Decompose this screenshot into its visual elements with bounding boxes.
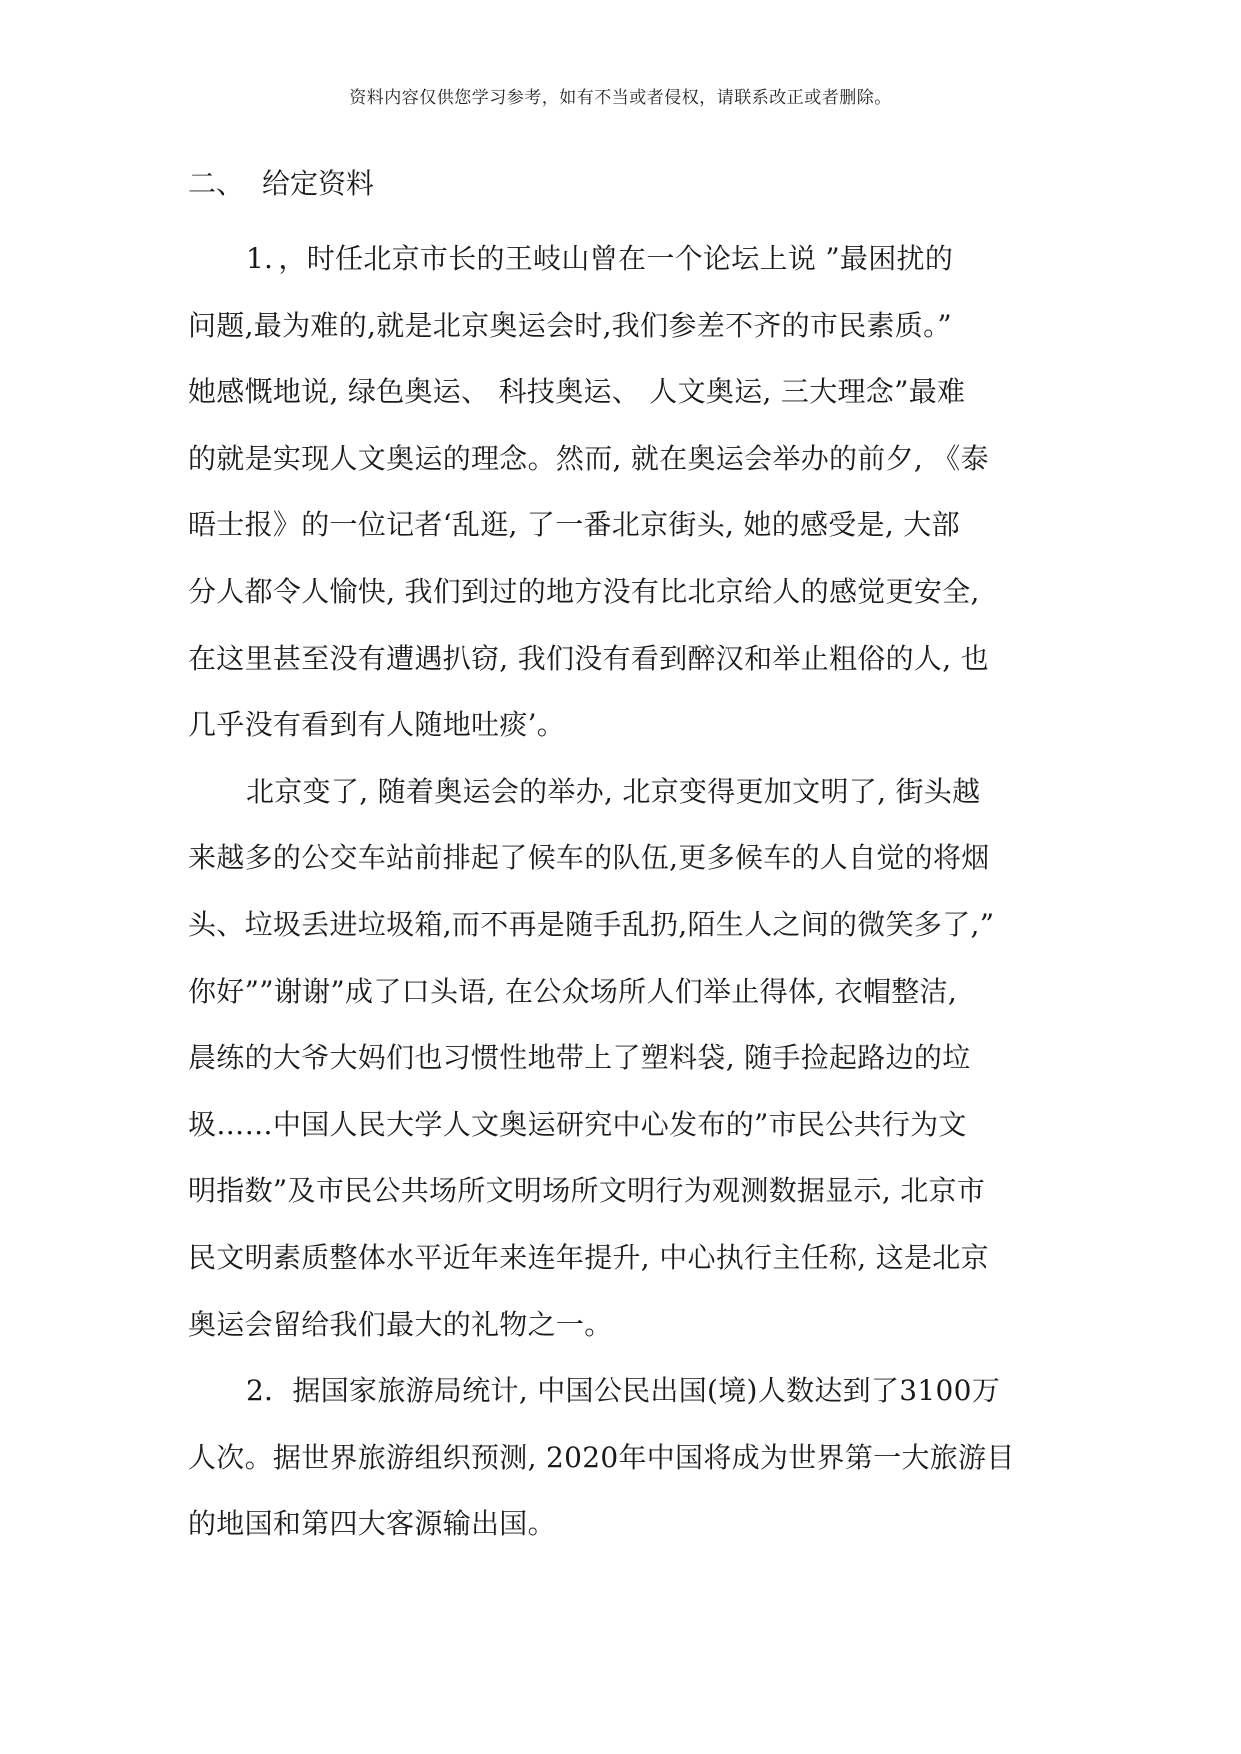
text-line: 晤士报》的一位记者‘乱逛, 了一番北京街头, 她的感受是, 大部 [188, 508, 960, 542]
text-line: 1．，时任北京市长的王岐山曾在一个论坛上说 ”最困扰的 [246, 242, 954, 275]
text-line: 头、垃圾丢进垃圾箱,而不再是随手乱扔,陌生人之间的微笑多了,” [188, 907, 995, 941]
section-heading [188, 164, 374, 204]
text-line: 的就是实现人文奥运的理念。然而, 就在奥运会举办的前夕, 《泰 [188, 441, 989, 475]
text-line: 北京变了, 随着奥运会的举办, 北京变得更加文明了, 街头越 [246, 774, 981, 808]
text-line: 分人都令人愉快, 我们到过的地方没有比北京给人的感觉更安全, [188, 574, 980, 608]
paragraph-2 [188, 759, 1068, 1358]
text-line: 你好””谢谢”成了口头语, 在公众场所人们举止得体, 衣帽整洁, [188, 974, 958, 1008]
section-title: 给定资料 [262, 167, 375, 200]
section-number: 二、 [188, 167, 245, 200]
text-line: 的地国和第四大客源输出国。 [188, 1507, 556, 1541]
text-line: 明指数”及市民公共场所文明场所文明行为观测数据显示, 北京市 [188, 1174, 986, 1208]
text-line: 来越多的公交车站前排起了候车的队伍,更多候车的人自觉的将烟 [188, 841, 990, 875]
header-note: 资料内容仅供您学习参考，如有不当或者侵权，请联系改正或者删除。 [349, 88, 892, 108]
paragraph-1 [188, 226, 1068, 759]
paragraph-3 [188, 1358, 1068, 1558]
text-line: 她感慨地说, 绿色奥运、 科技奥运、 人文奥运, 三大理念”最难 [188, 375, 966, 409]
text-line: 晨练的大爷大妈们也习惯性地带上了塑料袋, 随手捡起路边的垃 [188, 1041, 971, 1075]
text-line: 问题,最为难的,就是北京奥运会时,我们参差不齐的市民素质。” [188, 308, 953, 342]
text-line: 几乎没有看到有人随地吐痰’。 [188, 708, 566, 742]
text-line: 奥运会留给我们最大的礼物之一。 [188, 1307, 613, 1341]
text-line: 民文明素质整体水平近年来连年提升, 中心执行主任称, 这是北京 [188, 1240, 989, 1274]
text-line: 在这里甚至没有遭遇扒窃, 我们没有看到醉汉和举止粗俗的人, 也 [188, 641, 989, 675]
text-line: 2．据国家旅游局统计, 中国公民出国(境)人数达到了3100万 [246, 1374, 1001, 1408]
text-line: 圾……中国人民大学人文奥运研究中心发布的”市民公共行为文 [188, 1107, 967, 1141]
text-line: 人次。据世界旅游组织预测, 2020年中国将成为世界第一大旅游目 [188, 1440, 1015, 1474]
body-text [188, 226, 1068, 1558]
